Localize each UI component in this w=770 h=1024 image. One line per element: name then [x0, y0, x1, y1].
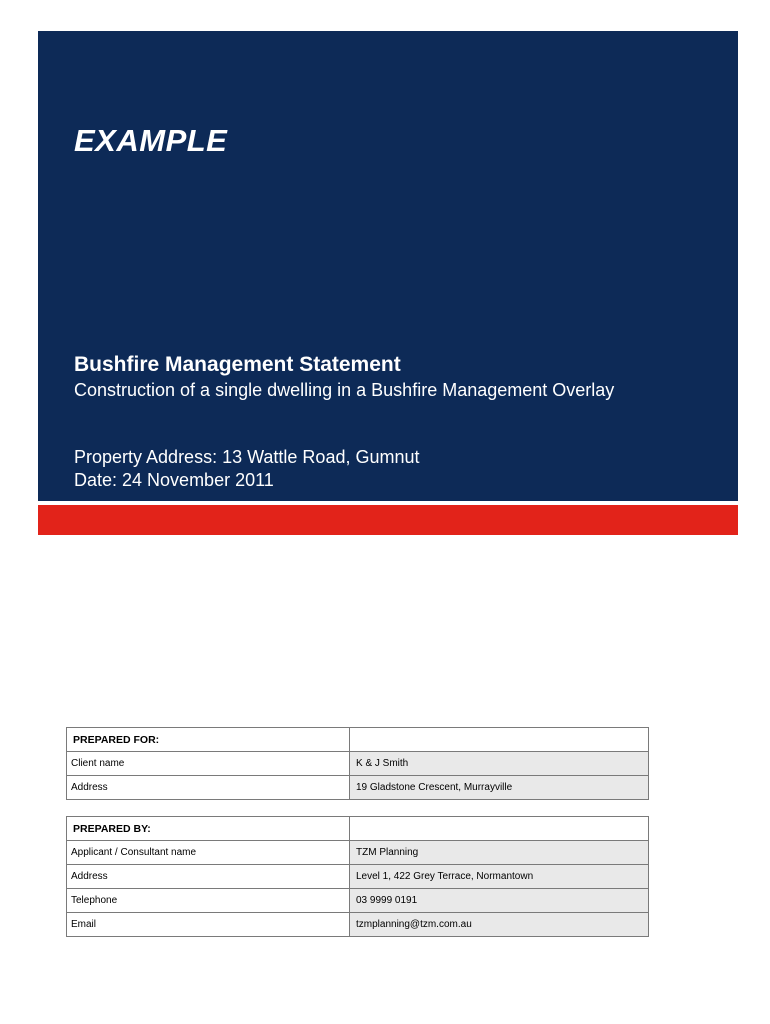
- document-title: Bushfire Management Statement: [74, 353, 401, 376]
- row-value: 03 9999 0191: [350, 889, 649, 913]
- row-value: TZM Planning: [350, 841, 649, 865]
- table-header-row: [67, 817, 649, 841]
- prepared-by-table: [66, 816, 649, 937]
- table-row: [67, 841, 649, 865]
- cover-panel: [38, 31, 738, 501]
- table-header-row: [67, 728, 649, 752]
- document-subtitle: Construction of a single dwelling in a Bushfire Management Overlay: [74, 380, 615, 400]
- row-value: K & J Smith: [350, 752, 649, 776]
- row-label: Address: [67, 776, 350, 800]
- example-label: EXAMPLE: [74, 123, 228, 158]
- table-row: [67, 752, 649, 776]
- prepared-for-heading: PREPARED FOR:: [67, 728, 350, 752]
- table-row: [67, 776, 649, 800]
- header-empty-cell: [350, 817, 649, 841]
- header-empty-cell: [350, 728, 649, 752]
- prepared-by-heading: PREPARED BY:: [67, 817, 350, 841]
- row-value: 19 Gladstone Crescent, Murrayville: [350, 776, 649, 800]
- table-row: [67, 913, 649, 937]
- row-label: Address: [67, 865, 350, 889]
- table-row: [67, 889, 649, 913]
- row-label: Telephone: [67, 889, 350, 913]
- red-band-divider: [38, 505, 738, 535]
- row-value: tzmplanning@tzm.com.au: [350, 913, 649, 937]
- table-row: [67, 865, 649, 889]
- row-value: Level 1, 422 Grey Terrace, Normantown: [350, 865, 649, 889]
- row-label: Email: [67, 913, 350, 937]
- document-date: Date: 24 November 2011: [74, 470, 274, 490]
- prepared-for-table: [66, 727, 649, 800]
- row-label: Applicant / Consultant name: [67, 841, 350, 865]
- property-address: Property Address: 13 Wattle Road, Gumnut: [74, 447, 420, 467]
- row-label: Client name: [67, 752, 350, 776]
